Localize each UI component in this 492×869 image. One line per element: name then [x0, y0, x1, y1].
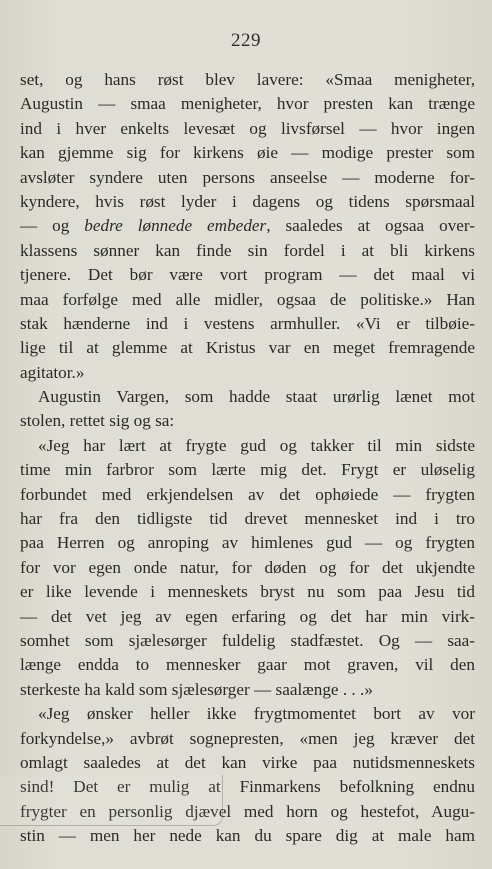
text-line: er like levende i menneskets bryst nu som paa Jesu tid: [20, 582, 475, 602]
text-line: stolen, rettet sig og sa:: [20, 411, 175, 431]
text-line: længe endda to mennesker gaar mot graven, vil den: [20, 655, 475, 675]
text-line: «Jeg ønsker heller ikke frygtmomentet bort av vor: [38, 704, 475, 724]
text-line: for vor egen onde natur, for døden og for det ukjendte: [20, 557, 475, 577]
text-line: Augustin Vargen, som hadde staat urørlig lænet mot: [38, 387, 475, 407]
italic-phrase: bedre lønnede embeder: [84, 216, 267, 236]
text-line: har fra den tidligste tid drevet mennesket ind i tro: [20, 509, 475, 529]
text-line: set, og hans røst blev lavere: «Smaa menigheter,: [20, 70, 475, 89]
text-line: frygter en personlig djævel med horn og hestefot, Augu-: [20, 801, 475, 821]
text-line: time min farbror som lærte mig det. Frygt er uløselig: [20, 460, 475, 480]
page-number: 229: [231, 30, 261, 51]
text-line: — det vet jeg av egen erfaring og det har min virk-: [20, 606, 475, 626]
text-line: sterkeste ha kald som sjælesørger — saalænge . . .»: [20, 679, 373, 699]
text-line: tjenere. Det bør være vort program — det maal vi: [20, 265, 475, 285]
text-line: ind i hver enkelts levesæt og livsførsel — hvor ingen: [20, 118, 475, 138]
body-text: [20, 68, 475, 849]
text-line: sind! Det er mulig at Finmarkens befolkning endnu: [20, 777, 475, 797]
text-line: kyndere, hvis røst lyder i dagens og tidens spørsmaal: [20, 191, 475, 211]
text-line: paa Herren og anroping av himlenes gud — og frygten: [20, 533, 475, 553]
text-line: maa forfølge med alle midler, ogsaa de politiske.» Han: [20, 289, 475, 309]
text-line: lige til at glemme at Kristus var en meget fremragende: [20, 338, 475, 358]
text-line: agitator.»: [20, 362, 85, 382]
text-line: omlagt saaledes at det kan virke paa nutidsmenneskets: [20, 752, 475, 772]
text-line: avsløter syndere uten persons anseelse — moderne for-: [20, 167, 475, 187]
text-line: kan gjemme sig for kirkens øie — modige prester som: [20, 143, 475, 163]
text-line: forkyndelse,» avbrøt sognepresten, «men jeg kræver det: [20, 728, 475, 748]
text-segment: , saaledes at ogsaa over-: [266, 216, 476, 236]
text-line: stin — men her nede kan du spare dig at male ham: [20, 826, 475, 846]
text-line: Augustin — smaa menigheter, hvor presten kan trænge: [20, 94, 475, 114]
text-line: stak hænderne ind i vestens armhuller. «Vi er tilbøie-: [20, 313, 475, 333]
text-line: «Jeg har lært at frygte gud og takker til min sidste: [38, 435, 475, 455]
text-line: forbundet med erkjendelsen av det ophøiede — frygten: [20, 484, 475, 504]
text-line: somhet som sjælesørger fuldelig stadfæstet. Og — saa-: [20, 630, 475, 650]
text-line: klassens sønner kan finde sin fordel i at bli kirkens: [20, 240, 475, 260]
text-segment: — og: [20, 216, 85, 236]
text-line: [20, 214, 475, 238]
